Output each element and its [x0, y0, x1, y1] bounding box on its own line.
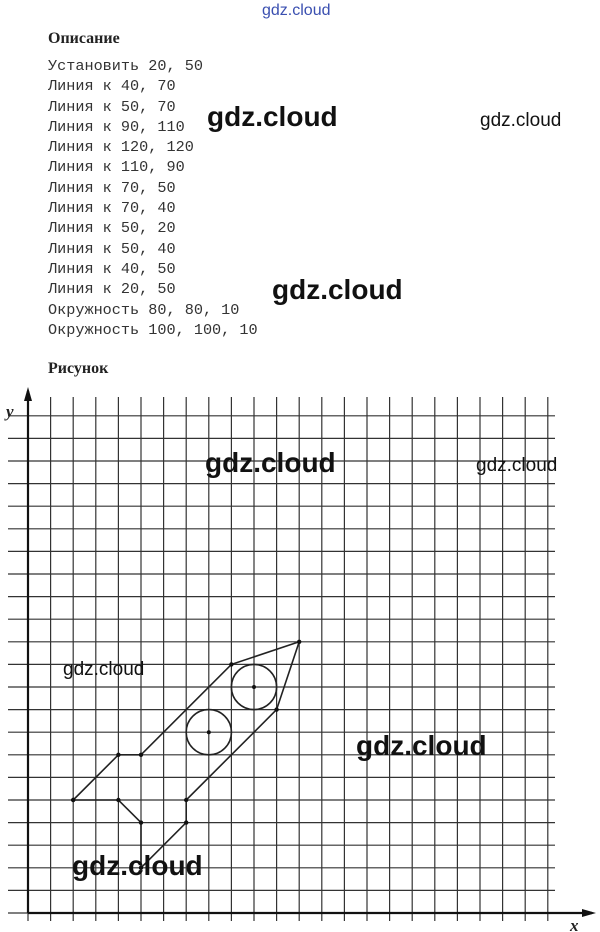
- vertex-dot: [184, 798, 188, 802]
- command-line: Линия к 50, 40: [48, 239, 176, 258]
- command-line: Окружность 80, 80, 10: [48, 300, 240, 319]
- command-line: Линия к 50, 20: [48, 219, 176, 238]
- y-axis-arrow: [24, 387, 32, 401]
- vertex-dot: [184, 820, 188, 824]
- command-line: Линия к 70, 50: [48, 178, 176, 197]
- y-axis-label: y: [6, 402, 14, 421]
- vertex-dot: [229, 662, 233, 666]
- watermark: gdz.cloud: [63, 659, 145, 680]
- command-line: Линия к 50, 70: [48, 97, 176, 116]
- circle-center-dot: [252, 685, 256, 689]
- watermark: gdz.cloud: [480, 110, 562, 131]
- command-line: Линия к 20, 50: [48, 280, 176, 299]
- watermark: gdz.cloud: [272, 274, 403, 305]
- watermark: gdz.cloud: [207, 101, 338, 132]
- command-line: Линия к 120, 120: [48, 138, 194, 157]
- command-line: Линия к 110, 90: [48, 158, 185, 177]
- command-line: Линия к 40, 50: [48, 259, 176, 278]
- figure-title: Рисунок: [48, 360, 109, 377]
- vertex-dot: [274, 707, 278, 711]
- watermark: gdz.cloud: [356, 730, 487, 761]
- vertex-dot: [139, 753, 143, 757]
- command-line: Установить 20, 50: [48, 57, 203, 75]
- vertex-dot: [116, 753, 120, 757]
- command-line: Линия к 40, 70: [48, 77, 176, 96]
- watermark: gdz.cloud: [476, 455, 558, 476]
- command-list: [48, 56, 258, 340]
- vertex-dot: [297, 640, 301, 644]
- vertex-dot: [139, 820, 143, 824]
- watermark-top: gdz.cloud: [262, 2, 331, 19]
- command-line: Окружность 100, 100, 10: [48, 320, 258, 339]
- vertex-dot: [116, 798, 120, 802]
- command-line: Линия к 90, 110: [48, 117, 185, 136]
- description-title: Описание: [48, 30, 120, 47]
- circle-center-dot: [207, 730, 211, 734]
- watermark: gdz.cloud: [72, 850, 203, 881]
- watermark: gdz.cloud: [205, 447, 336, 478]
- x-axis-label: x: [570, 916, 579, 932]
- command-line: Линия к 70, 40: [48, 199, 176, 218]
- x-axis-arrow: [582, 909, 596, 917]
- vertex-dot: [71, 798, 75, 802]
